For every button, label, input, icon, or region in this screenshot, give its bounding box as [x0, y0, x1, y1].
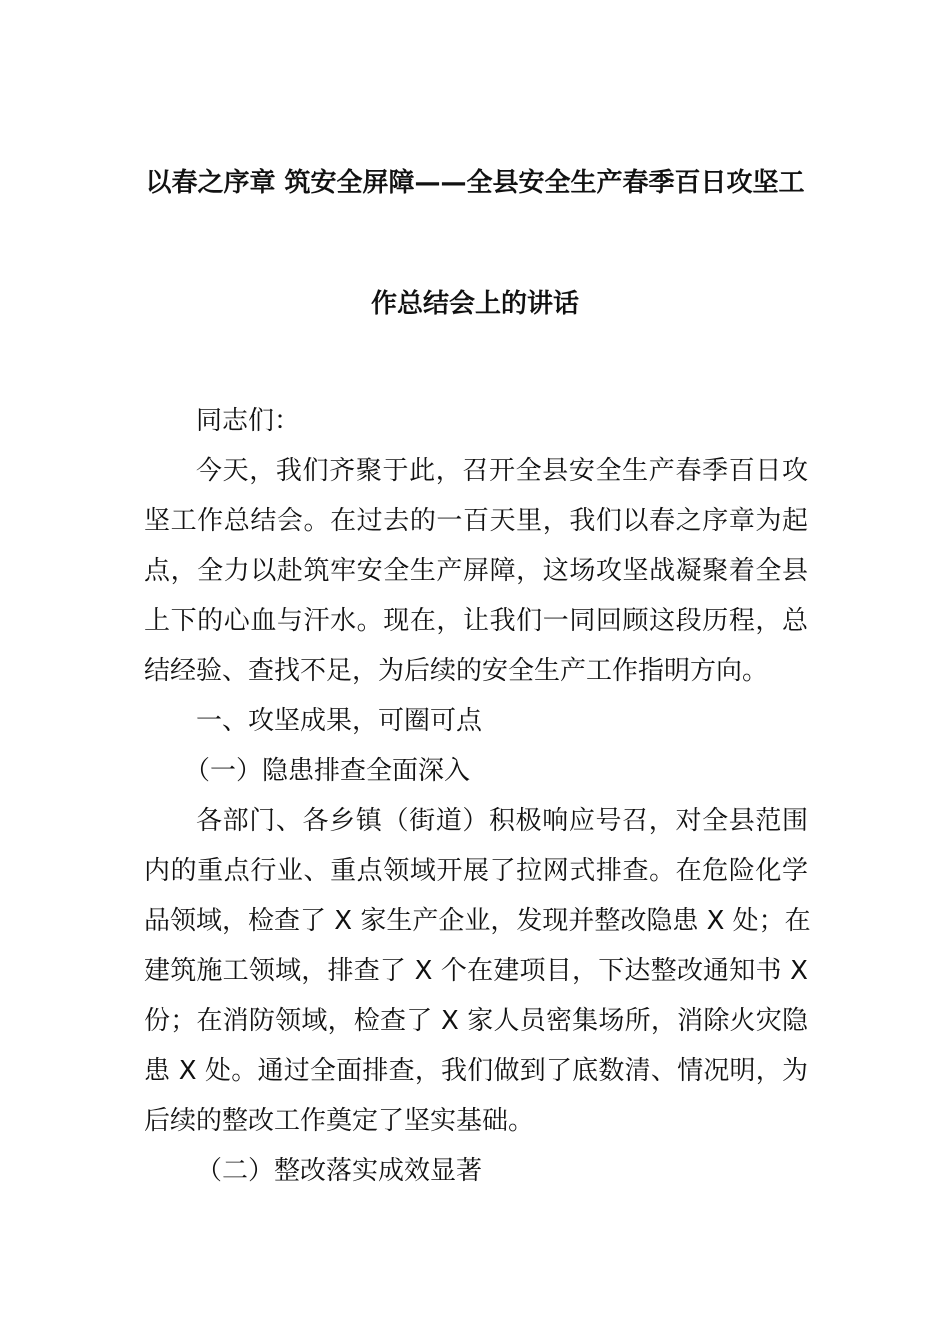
intro-line: 结经验、查找不足，为后续的安全生产工作指明方向。	[144, 656, 769, 686]
subsection-heading: （一）隐患排查全面深入	[184, 756, 471, 786]
subsection-heading: （二）整改落实成效显著	[196, 1156, 483, 1186]
document-title-line-2: 作总结会上的讲话	[370, 289, 579, 319]
intro-line: 上下的心血与汗水。现在，让我们一同回顾这段历程，总	[144, 606, 808, 636]
paragraph-line: 各部门、各乡镇（街道）积极响应号召，对全县范围	[196, 806, 808, 836]
intro-line: 坚工作总结会。在过去的一百天里，我们以春之序章为起	[144, 506, 808, 536]
paragraph-line: 份；在消防领域，检查了 X 家人员密集场所，消除火灾隐	[144, 1006, 808, 1036]
section-heading: 一、攻坚成果，可圈可点	[196, 706, 483, 736]
document-body	[144, 396, 811, 1196]
paragraph-line: 品领域，检查了 X 家生产企业，发现并整改隐患 X 处；在	[144, 906, 811, 936]
paragraph-line: 建筑施工领域，排查了 X 个在建项目，下达整改通知书 X	[144, 956, 808, 986]
intro-line: 今天，我们齐聚于此，召开全县安全生产春季百日攻	[196, 456, 808, 486]
intro-line: 点，全力以赴筑牢安全生产屏障，这场攻坚战凝聚着全县	[144, 556, 808, 586]
salutation: 同志们：	[196, 406, 301, 436]
document-title-line-1: 以春之序章 筑安全屏障——全县安全生产春季百日攻坚工	[145, 168, 805, 198]
paragraph-line: 内的重点行业、重点领域开展了拉网式排查。在危险化学	[144, 856, 808, 886]
paragraph-line: 后续的整改工作奠定了坚实基础。	[144, 1106, 535, 1136]
paragraph-line: 患 X 处。通过全面排查，我们做到了底数清、情况明，为	[144, 1056, 808, 1086]
